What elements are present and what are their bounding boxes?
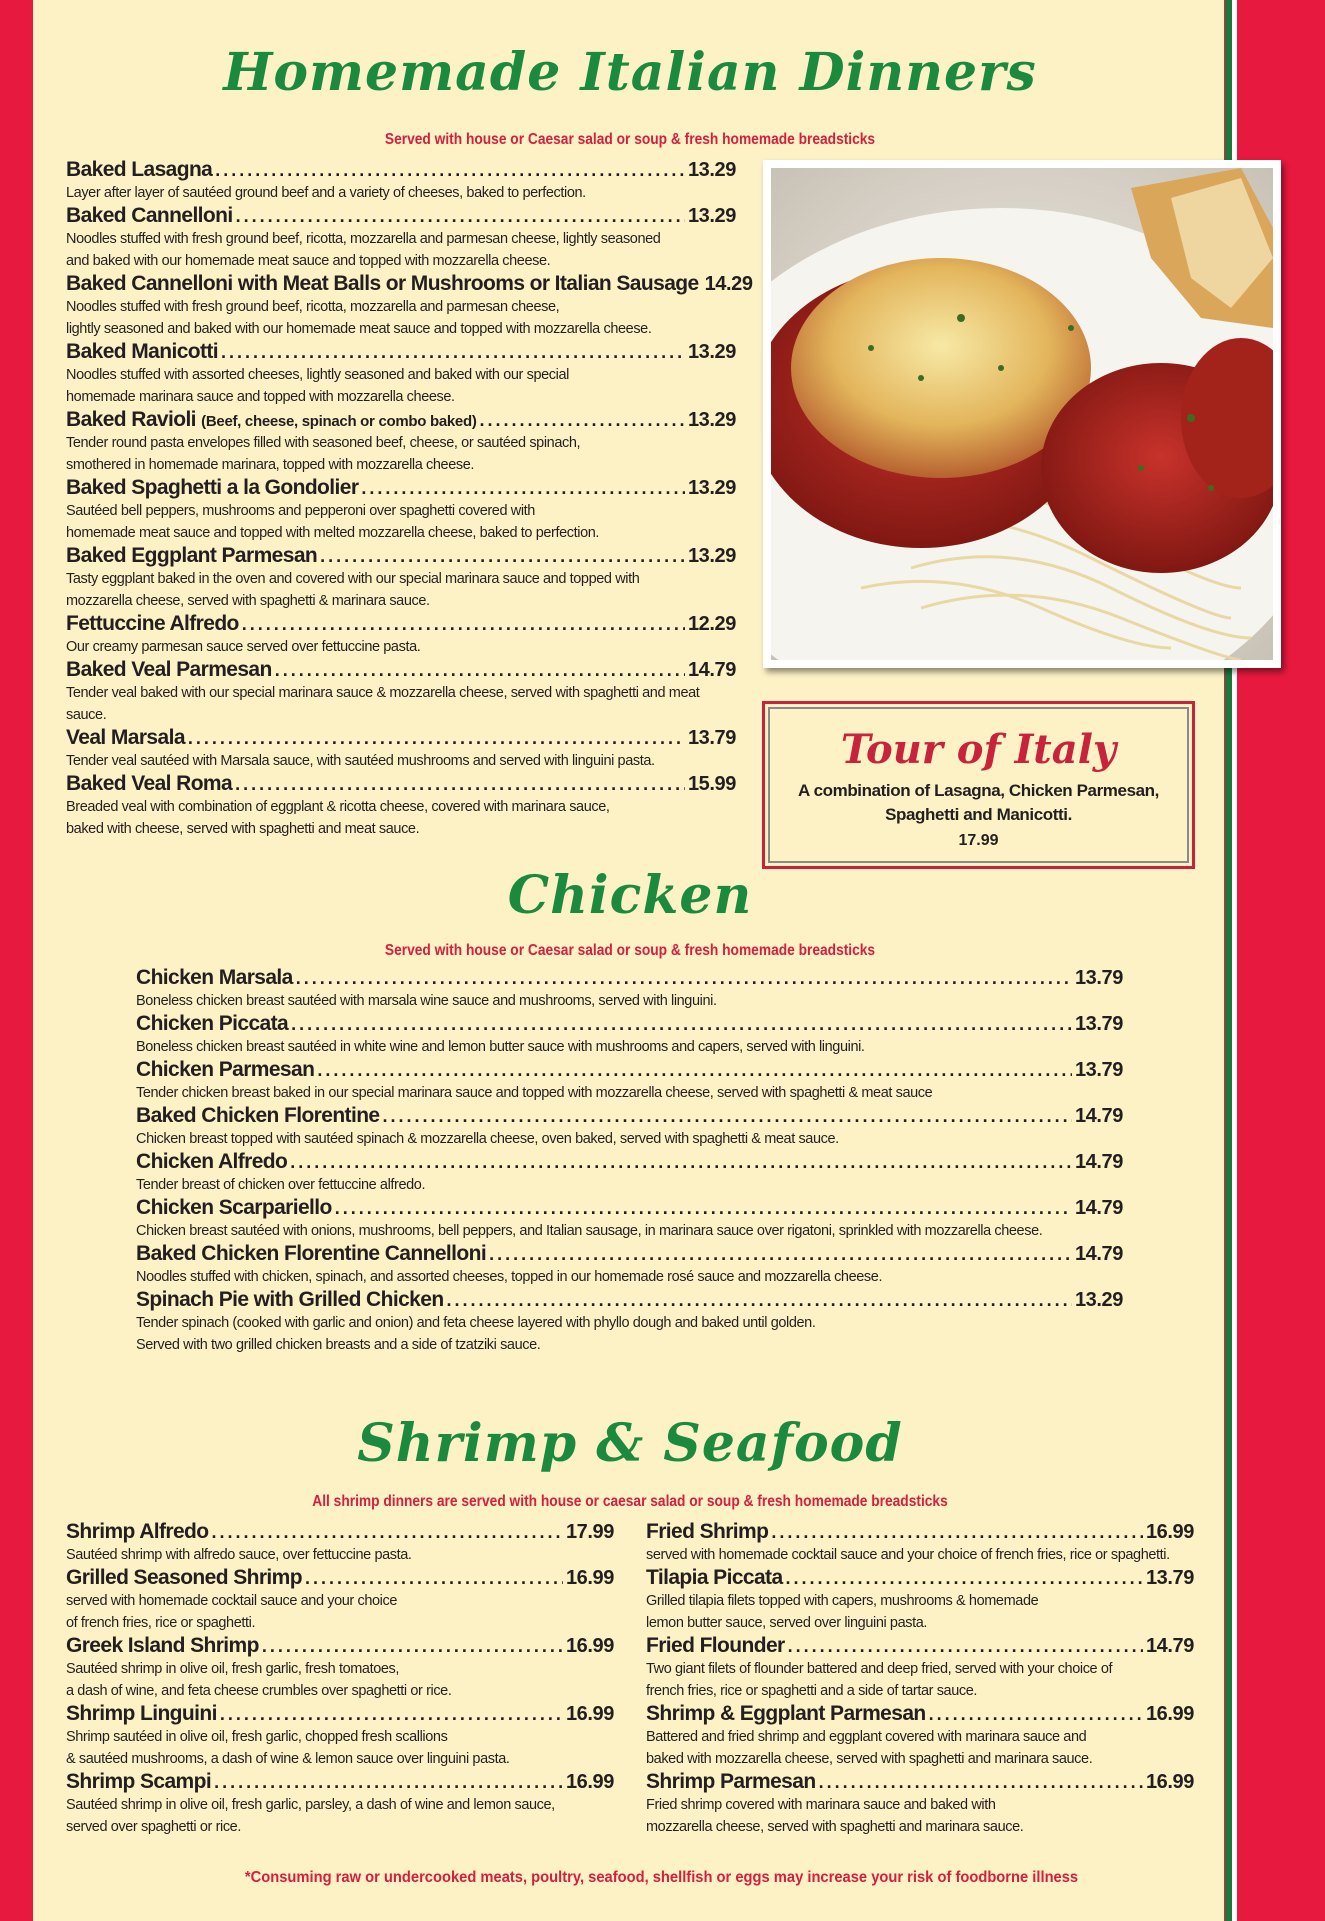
item-name-text: Spinach Pie with Grilled Chicken bbox=[136, 1288, 444, 1311]
item-name-text: Shrimp Scampi bbox=[66, 1770, 212, 1793]
item-description: Sautéed shrimp in olive oil, fresh garlic, fresh tomatoes, a dash of wine, and feta cheese crumbles over spaghetti or rice. bbox=[66, 1661, 452, 1699]
item-name bbox=[66, 658, 272, 682]
item-description: Shrimp sautéed in olive oil, fresh garlic, chopped fresh scallions & sautéed mushrooms, a dash of wine & lemon sauce over linguini pasta. bbox=[66, 1729, 510, 1767]
item-price: 16.99 bbox=[1145, 1521, 1194, 1543]
item-name bbox=[66, 1634, 259, 1658]
item-name-text: Baked Chicken Florentine Cannelloni bbox=[136, 1242, 487, 1265]
menu-item-row bbox=[646, 1566, 1194, 1590]
plate-of-italian-food-icon bbox=[771, 168, 1273, 660]
dinners-title: Homemade Italian Dinners bbox=[223, 42, 1037, 103]
footnote: *Consuming raw or undercooked meats, poultry, seafood, shellfish or eggs may increase your risk of foodborne illness bbox=[244, 1869, 1079, 1886]
menu-item-row bbox=[66, 726, 736, 750]
leader-dots bbox=[480, 409, 685, 431]
menu-item bbox=[66, 658, 736, 726]
item-price: 13.79 bbox=[1145, 1567, 1194, 1589]
item-price: 16.99 bbox=[1145, 1771, 1194, 1793]
menu-item-row bbox=[136, 1242, 1123, 1266]
item-price: 14.29 bbox=[704, 273, 753, 295]
menu-item bbox=[136, 1104, 1123, 1150]
item-name bbox=[646, 1702, 926, 1726]
item-description: Breaded veal with combination of eggplant & ricotta cheese, covered with marinara sauce, baked with cheese, served with spaghetti and meat sauce. bbox=[66, 799, 610, 837]
leader-dots bbox=[236, 205, 685, 227]
leader-dots bbox=[786, 1567, 1143, 1589]
item-name-text: Veal Marsala bbox=[66, 726, 185, 749]
item-description: Tasty eggplant baked in the oven and covered with our special marinara sauce and topped with mozzarella cheese, served with spaghetti & marinara sauce. bbox=[66, 571, 640, 609]
menu-item-row bbox=[66, 158, 736, 182]
item-price: 16.99 bbox=[565, 1635, 614, 1657]
item-name bbox=[136, 966, 293, 990]
tour-title: Tour of Italy bbox=[840, 726, 1117, 773]
menu-item bbox=[66, 726, 736, 772]
leader-dots bbox=[221, 341, 685, 363]
item-name-text: Baked Veal Roma bbox=[66, 772, 233, 795]
item-price: 16.99 bbox=[1145, 1703, 1194, 1725]
item-description: Layer after layer of sautéed ground beef and a variety of cheeses, baked to perfection. bbox=[66, 185, 586, 201]
menu-item bbox=[66, 1520, 614, 1566]
item-name-text: Chicken Alfredo bbox=[136, 1150, 288, 1173]
item-name bbox=[66, 1520, 209, 1544]
item-description: Our creamy parmesan sauce served over fettuccine pasta. bbox=[66, 639, 421, 655]
leader-dots bbox=[214, 1771, 563, 1793]
menu-item-row bbox=[136, 1150, 1123, 1174]
seafood-subtitle: All shrimp dinners are served with house or caesar salad or soup & fresh homemade breadsticks bbox=[312, 1493, 948, 1510]
menu-item bbox=[66, 1634, 614, 1702]
menu-item bbox=[66, 772, 736, 840]
menu-item bbox=[646, 1566, 1194, 1634]
menu-item bbox=[66, 1566, 614, 1634]
leader-dots bbox=[771, 1521, 1143, 1543]
item-name bbox=[646, 1520, 768, 1544]
item-name-text: Baked Chicken Florentine bbox=[136, 1104, 380, 1127]
left-red-border bbox=[0, 0, 33, 1921]
leader-dots bbox=[788, 1635, 1143, 1657]
item-price: 14.79 bbox=[1074, 1151, 1123, 1173]
leader-dots bbox=[220, 1703, 563, 1725]
leader-dots bbox=[361, 477, 685, 499]
menu-item bbox=[66, 544, 736, 612]
item-price: 13.79 bbox=[687, 727, 736, 749]
item-price: 16.99 bbox=[565, 1703, 614, 1725]
item-name bbox=[66, 726, 185, 750]
item-name bbox=[66, 158, 212, 182]
item-name-text: Baked Lasagna bbox=[66, 158, 213, 181]
menu-item-row bbox=[66, 544, 736, 568]
item-name-text: Shrimp & Eggplant Parmesan bbox=[646, 1702, 926, 1725]
leader-dots bbox=[215, 159, 685, 181]
menu-item-row bbox=[66, 772, 736, 796]
item-price: 13.29 bbox=[687, 545, 736, 567]
item-description: Noodles stuffed with fresh ground beef, ricotta, mozzarella and parmesan cheese, lightly seasoned and baked with our homemade meat sauce and topped with mozzarella cheese. bbox=[66, 231, 661, 269]
menu-item-row bbox=[136, 966, 1123, 990]
leader-dots bbox=[212, 1521, 563, 1543]
item-price: 13.29 bbox=[687, 205, 736, 227]
item-description: Chicken breast topped with sautéed spinach & mozzarella cheese, oven baked, served with spaghetti & meat sauce. bbox=[136, 1131, 839, 1147]
menu-item-row bbox=[66, 408, 736, 432]
item-price: 13.79 bbox=[1074, 1013, 1123, 1035]
item-name-text: Shrimp Alfredo bbox=[66, 1520, 209, 1543]
seafood-title: Shrimp & Seafood bbox=[357, 1413, 903, 1474]
menu-item bbox=[136, 1150, 1123, 1196]
item-name bbox=[66, 476, 358, 500]
item-name-text: Shrimp Parmesan bbox=[646, 1770, 816, 1793]
item-price: 13.29 bbox=[687, 159, 736, 181]
item-description: Noodles stuffed with assorted cheeses, lightly seasoned and baked with our special homemade marinara sauce and topped with mozzarella cheese. bbox=[66, 367, 569, 405]
leader-dots bbox=[275, 659, 685, 681]
item-description: Grilled tilapia filets topped with capers, mushrooms & homemade lemon butter sauce, served over linguini pasta. bbox=[646, 1593, 1039, 1631]
menu-item bbox=[66, 612, 736, 658]
item-name bbox=[66, 1566, 302, 1590]
item-price: 14.79 bbox=[1074, 1243, 1123, 1265]
leader-dots bbox=[320, 545, 685, 567]
menu-item bbox=[136, 1242, 1123, 1288]
menu-item bbox=[136, 1288, 1123, 1356]
menu-item-row bbox=[66, 204, 736, 228]
item-name-text: Baked Spaghetti a la Gondolier bbox=[66, 476, 359, 499]
item-price: 16.99 bbox=[565, 1567, 614, 1589]
item-price: 14.79 bbox=[1074, 1197, 1123, 1219]
seafood-right-list bbox=[646, 1520, 1194, 1838]
item-description: Tender chicken breast baked in our special marinara sauce and topped with mozzarella cheese, served with spaghetti & meat sauce bbox=[136, 1085, 933, 1101]
menu-item-row bbox=[66, 658, 736, 682]
item-name-text: Baked Eggplant Parmesan bbox=[66, 544, 318, 567]
item-price: 13.79 bbox=[1074, 1059, 1123, 1081]
item-name bbox=[66, 204, 233, 228]
item-description: Noodles stuffed with fresh ground beef, ricotta, mozzarella and parmesan cheese, lightly seasoned and baked with our homemade meat sauce and topped with mozzarella cheese. bbox=[66, 299, 652, 337]
menu-item-row bbox=[646, 1520, 1194, 1544]
menu-item bbox=[646, 1520, 1194, 1566]
item-price: 13.29 bbox=[687, 409, 736, 431]
item-name-text: Baked Veal Parmesan bbox=[66, 658, 272, 681]
item-name bbox=[646, 1770, 816, 1794]
leader-dots bbox=[489, 1243, 1072, 1265]
item-description: Sautéed shrimp in olive oil, fresh garlic, parsley, a dash of wine and lemon sauce, served over spaghetti or rice. bbox=[66, 1797, 555, 1835]
menu-item-row bbox=[66, 272, 753, 296]
menu-item-row bbox=[646, 1702, 1194, 1726]
item-name-text: Chicken Parmesan bbox=[136, 1058, 315, 1081]
menu-item bbox=[66, 1702, 614, 1770]
leader-dots bbox=[262, 1635, 563, 1657]
menu-item-row bbox=[66, 1566, 614, 1590]
item-price: 13.79 bbox=[1074, 967, 1123, 989]
menu-item-row bbox=[646, 1770, 1194, 1794]
menu-item-row bbox=[136, 1012, 1123, 1036]
item-description: Battered and fried shrimp and eggplant covered with marinara sauce and baked with mozzarella cheese, served with spaghetti and marinara sauce. bbox=[646, 1729, 1093, 1767]
menu-item-row bbox=[66, 1634, 614, 1658]
item-name bbox=[66, 1770, 211, 1794]
item-price: 15.99 bbox=[687, 773, 736, 795]
item-price: 16.99 bbox=[565, 1771, 614, 1793]
leader-dots bbox=[305, 1567, 563, 1589]
item-description: Sautéed bell peppers, mushrooms and pepperoni over spaghetti covered with homemade meat sauce and topped with melted mozzarella cheese, baked to perfection. bbox=[66, 503, 600, 541]
menu-item-row bbox=[66, 1770, 614, 1794]
leader-dots bbox=[188, 727, 685, 749]
item-name bbox=[66, 272, 699, 296]
menu-item bbox=[66, 476, 736, 544]
dinners-list bbox=[66, 158, 753, 840]
item-name-text: Chicken Scarpariello bbox=[136, 1196, 332, 1219]
item-name bbox=[66, 1702, 217, 1726]
menu-item bbox=[136, 966, 1123, 1012]
menu-item bbox=[66, 340, 736, 408]
item-description: Tender spinach (cooked with garlic and onion) and feta cheese layered with phyllo dough and baked until golden. Served with two grilled chicken breasts and a side of tzatziki sauce. bbox=[136, 1315, 816, 1353]
leader-dots bbox=[290, 1151, 1072, 1173]
menu-item bbox=[66, 408, 736, 476]
menu-item-row bbox=[136, 1196, 1123, 1220]
menu-item-row bbox=[136, 1104, 1123, 1128]
item-name-text: Baked Cannelloni with Meat Balls or Mushrooms or Italian Sausage bbox=[66, 272, 699, 295]
item-name bbox=[66, 408, 477, 432]
item-description: Tender breast of chicken over fettuccine alfredo. bbox=[136, 1177, 426, 1193]
item-name bbox=[136, 1288, 444, 1312]
leader-dots bbox=[242, 613, 685, 635]
item-name-text: Shrimp Linguini bbox=[66, 1702, 217, 1725]
chicken-title: Chicken bbox=[507, 865, 753, 926]
item-description: Boneless chicken breast sautéed with marsala wine sauce and mushrooms, served with linguini. bbox=[136, 993, 717, 1009]
chicken-subtitle: Served with house or Caesar salad or soup & fresh homemade breadsticks bbox=[384, 942, 876, 959]
chicken-list bbox=[136, 966, 1123, 1356]
item-price: 14.79 bbox=[687, 659, 736, 681]
item-name-text: Fried Flounder bbox=[646, 1634, 785, 1657]
menu-item-row bbox=[66, 1520, 614, 1544]
item-price: 17.99 bbox=[565, 1521, 614, 1543]
item-price: 14.79 bbox=[1074, 1105, 1123, 1127]
leader-dots bbox=[317, 1059, 1072, 1081]
item-name bbox=[136, 1012, 288, 1036]
item-name-text: Chicken Piccata bbox=[136, 1012, 289, 1035]
menu-item-row bbox=[136, 1288, 1123, 1312]
item-description: Sautéed shrimp with alfredo sauce, over fettuccine pasta. bbox=[66, 1547, 412, 1563]
item-price: 13.29 bbox=[1074, 1289, 1123, 1311]
item-price: 14.79 bbox=[1145, 1635, 1194, 1657]
menu-item bbox=[646, 1770, 1194, 1838]
menu-item bbox=[136, 1196, 1123, 1242]
item-description: Tender veal baked with our special marinara sauce & mozzarella cheese, served with spaghetti and meat sauce. bbox=[66, 685, 700, 723]
leader-dots bbox=[291, 1013, 1072, 1035]
item-name-text: Fried Shrimp bbox=[646, 1520, 769, 1543]
dinners-subtitle: Served with house or Caesar salad or soup & fresh homemade breadsticks bbox=[384, 131, 876, 148]
leader-dots bbox=[929, 1703, 1143, 1725]
menu-item bbox=[66, 158, 736, 204]
item-description: Chicken breast sautéed with onions, mushrooms, bell peppers, and Italian sausage, in marinara sauce over rigatoni, sprinkled with mozzarella cheese. bbox=[136, 1223, 1043, 1239]
food-photo bbox=[763, 160, 1281, 668]
item-name bbox=[66, 340, 218, 364]
menu-item-row bbox=[66, 476, 736, 500]
item-description: Fried shrimp covered with marinara sauce and baked with mozzarella cheese, served with spaghetti and marinara sauce. bbox=[646, 1797, 1024, 1835]
item-description: Boneless chicken breast sautéed in white wine and lemon butter sauce with mushrooms and capers, served with linguini. bbox=[136, 1039, 865, 1055]
item-name bbox=[66, 544, 317, 568]
item-name-text: Chicken Marsala bbox=[136, 966, 293, 989]
menu-item-row bbox=[646, 1634, 1194, 1658]
menu-item bbox=[646, 1702, 1194, 1770]
item-name-text: Grilled Seasoned Shrimp bbox=[66, 1566, 302, 1589]
tour-desc: A combination of Lasagna, Chicken Parmesan, Spaghetti and Manicotti. bbox=[798, 781, 1159, 824]
item-price: 13.29 bbox=[687, 477, 736, 499]
item-note: (Beef, cheese, spinach or combo baked) bbox=[201, 413, 477, 430]
item-name-text: Greek Island Shrimp bbox=[66, 1634, 259, 1657]
item-name bbox=[136, 1150, 287, 1174]
menu-item-row bbox=[136, 1058, 1123, 1082]
item-name-text: Baked Cannelloni bbox=[66, 204, 233, 227]
menu-item bbox=[136, 1058, 1123, 1104]
leader-dots bbox=[447, 1289, 1072, 1311]
item-price: 13.29 bbox=[687, 341, 736, 363]
item-description: served with homemade cocktail sauce and your choice of french fries, rice or spaghetti. bbox=[66, 1593, 398, 1631]
item-description: Two giant filets of flounder battered and deep fried, served with your choice of french fries, rice or spaghetti and a side of tartar sauce. bbox=[646, 1661, 1113, 1699]
leader-dots bbox=[235, 773, 685, 795]
menu-item bbox=[66, 272, 753, 340]
leader-dots bbox=[335, 1197, 1072, 1219]
menu-item bbox=[66, 204, 736, 272]
item-name bbox=[646, 1566, 783, 1590]
menu-item-row bbox=[66, 1702, 614, 1726]
item-name bbox=[136, 1196, 332, 1220]
item-name bbox=[136, 1242, 486, 1266]
item-name bbox=[66, 772, 232, 796]
tour-price: 17.99 bbox=[958, 832, 999, 849]
leader-dots bbox=[383, 1105, 1072, 1127]
item-name-text: Tilapia Piccata bbox=[646, 1566, 783, 1589]
tour-of-italy-box bbox=[762, 701, 1195, 869]
item-name bbox=[646, 1634, 785, 1658]
menu-item-row bbox=[66, 340, 736, 364]
menu-item bbox=[136, 1012, 1123, 1058]
leader-dots bbox=[819, 1771, 1143, 1793]
item-name bbox=[136, 1058, 314, 1082]
menu-item bbox=[646, 1634, 1194, 1702]
item-description: Noodles stuffed with chicken, spinach, and assorted cheeses, topped in our homemade rosé sauce and mozzarella cheese. bbox=[136, 1269, 883, 1285]
item-name-text: Baked Ravioli bbox=[66, 408, 196, 431]
item-price: 12.29 bbox=[687, 613, 736, 635]
item-description: Tender round pasta envelopes filled with seasoned beef, cheese, or sautéed spinach, smothered in homemade marinara, topped with mozzarella cheese. bbox=[66, 435, 581, 473]
leader-dots bbox=[296, 967, 1072, 989]
menu-item bbox=[66, 1770, 614, 1838]
item-description: served with homemade cocktail sauce and your choice of french fries, rice or spaghetti. bbox=[646, 1547, 1170, 1563]
item-name bbox=[66, 612, 239, 636]
item-description: Tender veal sautéed with Marsala sauce, with sautéed mushrooms and served with linguini pasta. bbox=[66, 753, 655, 769]
item-name-text: Baked Manicotti bbox=[66, 340, 219, 363]
item-name-text: Fettuccine Alfredo bbox=[66, 612, 239, 635]
menu-item-row bbox=[66, 612, 736, 636]
item-name bbox=[136, 1104, 380, 1128]
seafood-left-list bbox=[66, 1520, 614, 1838]
